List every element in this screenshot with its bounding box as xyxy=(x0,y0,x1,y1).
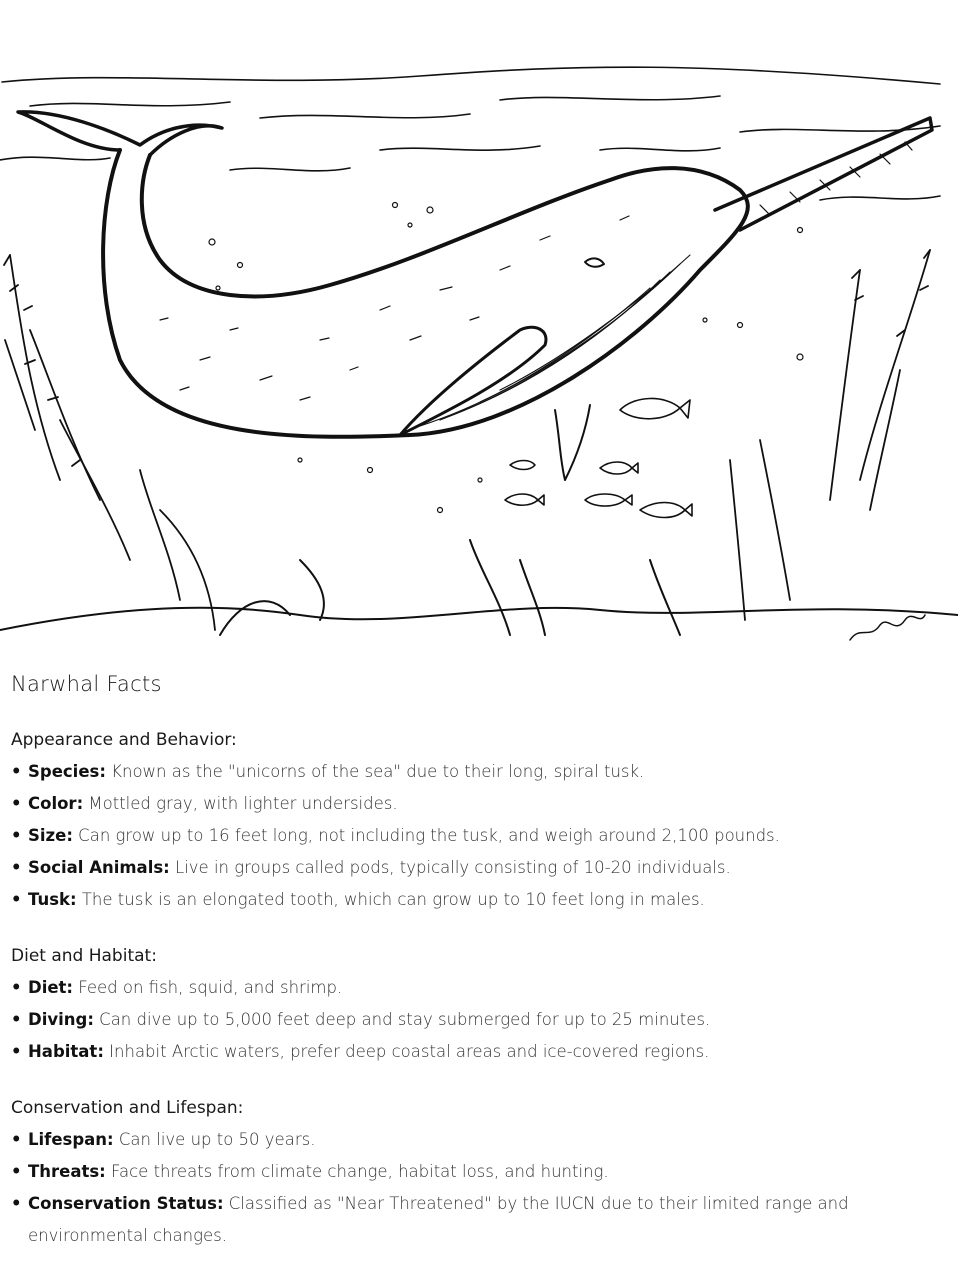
fact-lifespan xyxy=(11,1124,941,1156)
bullet-icon: • xyxy=(11,794,22,813)
fish-school xyxy=(505,398,692,517)
bullet-icon: • xyxy=(11,1010,22,1029)
section-diet-habitat xyxy=(11,946,941,1068)
fact-term: Threats: xyxy=(28,1162,106,1181)
fact-social-animals xyxy=(11,852,941,884)
fact-term: Color: xyxy=(28,794,84,813)
fact-text: Live in groups called pods, typically consisting of 10-20 individuals. xyxy=(169,858,731,877)
fact-size xyxy=(11,820,941,852)
bullet-icon: • xyxy=(11,826,22,845)
fact-term: Size: xyxy=(28,826,73,845)
artist-signature xyxy=(850,615,925,640)
bullet-icon: • xyxy=(11,858,22,877)
sea-floor xyxy=(0,540,958,635)
fact-term: Tusk: xyxy=(28,890,77,909)
narwhal-illustration xyxy=(0,40,958,652)
fact-species xyxy=(11,756,941,788)
bullet-icon: • xyxy=(11,1042,22,1061)
section-heading: Appearance and Behavior: xyxy=(11,730,237,750)
section-appearance-behavior xyxy=(11,730,941,916)
page-title: Narwhal Facts xyxy=(11,672,162,696)
fact-diet xyxy=(11,972,941,1004)
seaweed-right xyxy=(730,250,930,620)
fact-text: The tusk is an elongated tooth, which can grow up to 10 feet long in males. xyxy=(76,890,705,909)
bullet-icon: • xyxy=(11,1194,22,1213)
fact-text: Can grow up to 16 feet long, not including the tusk, and weigh around 2,100 pounds. xyxy=(72,826,780,845)
fact-habitat xyxy=(11,1036,941,1068)
fact-text: Known as the "unicorns of the sea" due to their long, spiral tusk. xyxy=(105,762,645,781)
fact-text: Face threats from climate change, habitat loss, and hunting. xyxy=(105,1162,609,1181)
fact-text: Mottled gray, with lighter undersides. xyxy=(83,794,398,813)
fact-term: Lifespan: xyxy=(28,1130,114,1149)
bullet-icon: • xyxy=(11,1162,22,1181)
bullet-icon: • xyxy=(11,1130,22,1149)
fact-text: Inhabit Arctic waters, prefer deep coastal areas and ice-covered regions. xyxy=(103,1042,710,1061)
section-heading: Conservation and Lifespan: xyxy=(11,1098,244,1118)
facts-text-area xyxy=(11,672,941,1282)
fact-term: Conservation Status: xyxy=(28,1194,224,1213)
fact-text: Can live up to 50 years. xyxy=(113,1130,316,1149)
bullet-icon: • xyxy=(11,978,22,997)
bullet-icon: • xyxy=(11,890,22,909)
fact-text: Feed on fish, squid, and shrimp. xyxy=(73,978,343,997)
fact-conservation-status xyxy=(11,1188,941,1252)
fact-color xyxy=(11,788,941,820)
fact-text: Can dive up to 5,000 feet deep and stay submerged for up to 25 minutes. xyxy=(93,1010,711,1029)
section-heading: Diet and Habitat: xyxy=(11,946,157,966)
narwhal-body xyxy=(18,112,932,480)
fact-term: Habitat: xyxy=(28,1042,104,1061)
fact-threats xyxy=(11,1156,941,1188)
fact-term: Social Animals: xyxy=(28,858,170,877)
bubbles xyxy=(209,203,803,513)
fact-diving xyxy=(11,1004,941,1036)
fact-term: Diet: xyxy=(28,978,74,997)
water-surface-lines xyxy=(0,67,940,200)
fact-tusk xyxy=(11,884,941,916)
bullet-icon: • xyxy=(11,762,22,781)
fact-term: Species: xyxy=(28,762,106,781)
section-conservation-lifespan xyxy=(11,1098,941,1252)
fact-text: Classified as "Near Threatened" by the IUCN due to their limited range and environmental changes. xyxy=(28,1194,849,1245)
fact-term: Diving: xyxy=(28,1010,94,1029)
